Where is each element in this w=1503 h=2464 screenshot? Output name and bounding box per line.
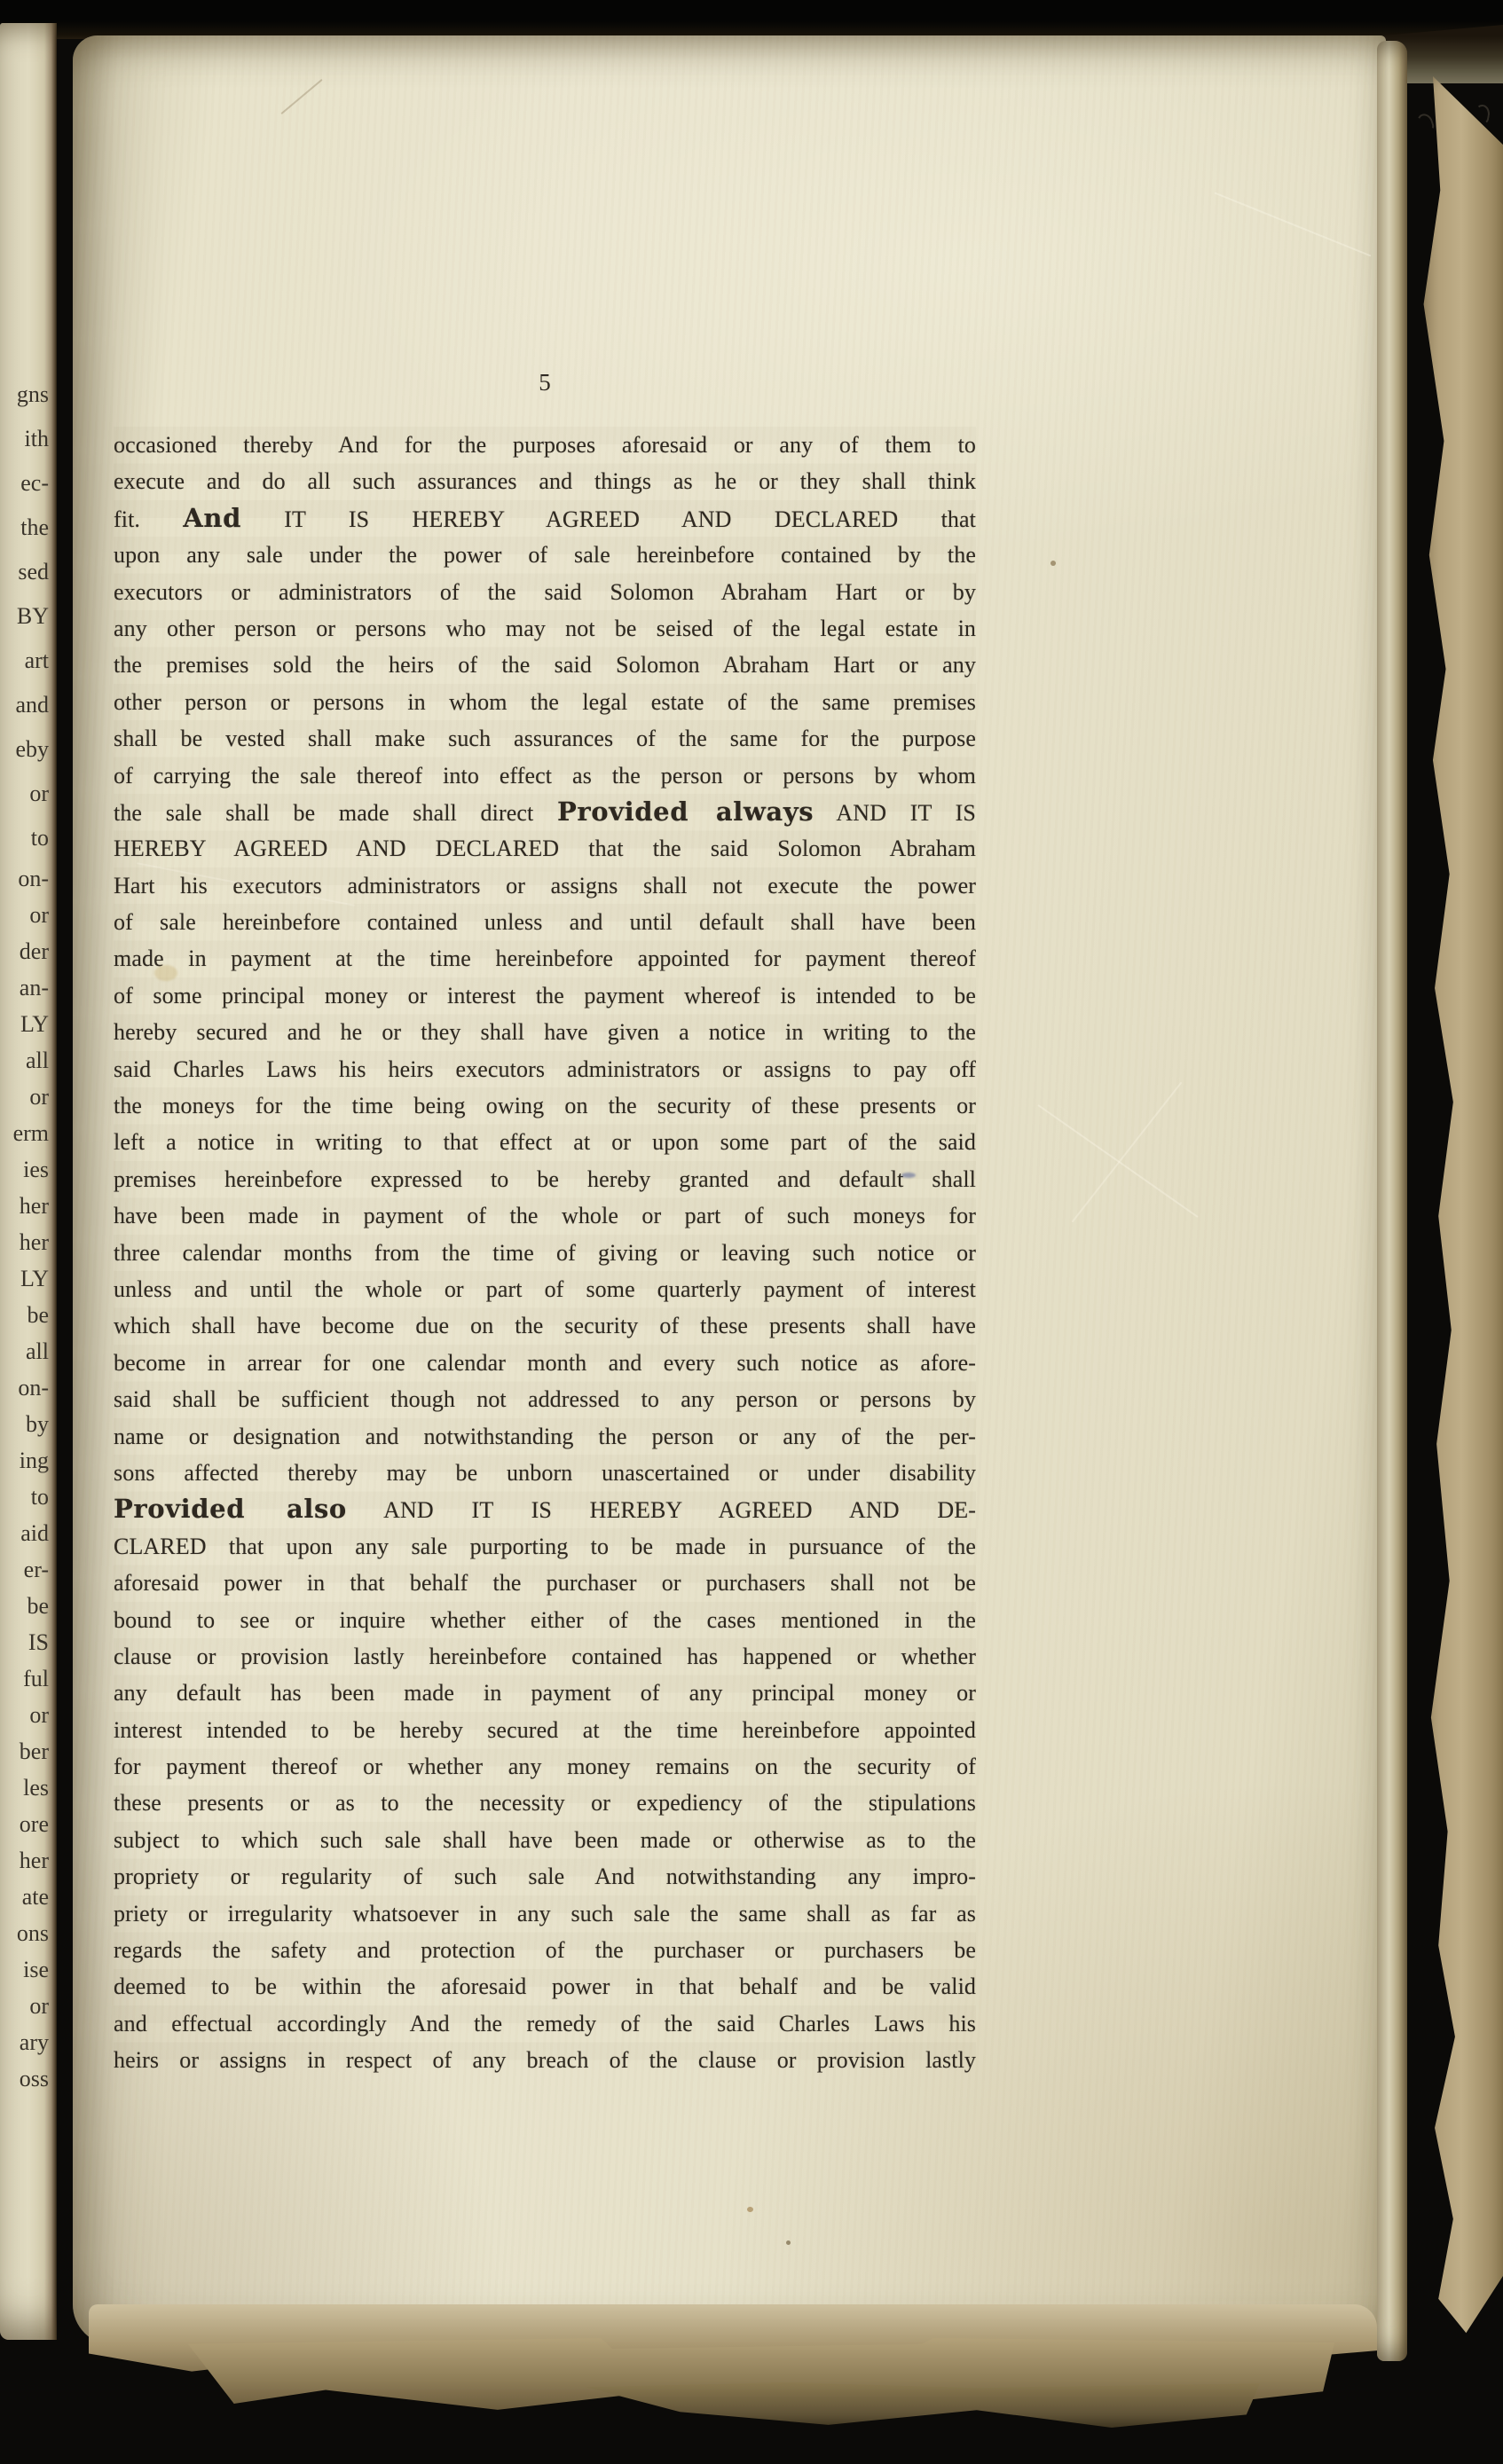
text-segment: propriety or regularity of such sale And notwithstanding any impro- xyxy=(114,1864,976,1890)
margin-fragment: her xyxy=(19,1848,49,1873)
margin-fragment: BY xyxy=(16,603,49,629)
text-line xyxy=(114,1822,976,1858)
text-line xyxy=(114,1491,976,1527)
text-line xyxy=(114,1858,976,1895)
text-line xyxy=(114,610,976,647)
pencil-mark xyxy=(1473,104,1491,125)
text-line xyxy=(114,1345,976,1381)
text-segment: aforesaid power in that behalf the purchaser or purchasers shall not be xyxy=(114,1570,976,1597)
text-segment: the moneys for the time being owing on the security of these presents or xyxy=(114,1093,976,1119)
text-segment: hereby secured and he or they shall have given a notice in writing to the xyxy=(114,1019,976,1046)
text-line xyxy=(114,427,976,463)
text-segment: of carrying the sale thereof into effect as the person or persons by whom xyxy=(114,762,976,789)
text-segment: any other person or persons who may not be seised of the legal estate in xyxy=(114,615,976,641)
margin-fragment: les xyxy=(23,1775,49,1801)
text-line xyxy=(114,1455,976,1491)
text-line xyxy=(114,1785,976,1821)
text-segment: become in arrear for one calendar month and every such notice as afore- xyxy=(114,1349,976,1376)
text-segment: executors or administrators of the said Solomon Abraham Hart or by xyxy=(114,578,976,605)
blackletter-word: Provided also xyxy=(114,1494,347,1525)
text-line xyxy=(114,2042,976,2078)
blackletter-word: And xyxy=(183,502,241,533)
margin-fragment: be xyxy=(27,1593,49,1619)
text-line xyxy=(114,1418,976,1455)
margin-fragment: the xyxy=(20,514,49,540)
margin-fragment: oss xyxy=(19,2066,49,2091)
text-segment: unless and until the whole or part of some quarterly payment of interest xyxy=(114,1275,976,1302)
text-segment: regards the safety and protection of the purchaser or purchasers be xyxy=(114,1937,976,1964)
margin-fragment: all xyxy=(26,1338,49,1364)
text-segment: Hart his executors administrators or assigns shall not execute the power xyxy=(114,872,976,898)
book-page xyxy=(73,35,1386,2345)
text-segment: deemed to be within the aforesaid power in that behalf and be valid xyxy=(114,1974,976,2000)
text-segment: AND IT IS HEREBY AGREED AND DE- xyxy=(346,1497,976,1524)
text-segment: and effectual accordingly And the remedy of the said Charles Laws his xyxy=(114,2010,976,2036)
margin-fragment: on- xyxy=(18,866,49,891)
text-line xyxy=(114,1602,976,1638)
text-segment: name or designation and notwithstanding the person or any of the per- xyxy=(114,1423,976,1449)
margin-fragment: ber xyxy=(19,1738,49,1764)
margin-fragment: der xyxy=(19,938,49,964)
scratch-mark xyxy=(1215,192,1372,256)
margin-fragment: ith xyxy=(24,426,49,451)
margin-fragment: all xyxy=(26,1048,49,1073)
text-segment: priety or irregularity whatsoever in any such sale the same shall as far as xyxy=(114,1900,976,1926)
text-line xyxy=(114,1087,976,1124)
text-line xyxy=(114,1051,976,1087)
text-segment: HEREBY AGREED AND DECLARED that the said Solomon Abraham xyxy=(114,836,976,862)
margin-fragment: ore xyxy=(19,1811,49,1837)
margin-fragment: or xyxy=(29,902,49,928)
text-segment: left a notice in writing to that effect at or upon some part of the said xyxy=(114,1129,976,1156)
text-segment: other person or persons in whom the legal estate of the same premises xyxy=(114,688,976,715)
pencil-mark xyxy=(1415,112,1436,134)
margin-fragment: ise xyxy=(23,1957,49,1982)
page-fore-edge xyxy=(1377,41,1407,2361)
margin-fragment: ing xyxy=(19,1448,49,1473)
text-line xyxy=(114,1307,976,1344)
margin-fragment: IS xyxy=(28,1629,49,1655)
margin-fragment: LY xyxy=(20,1266,49,1291)
text-line xyxy=(114,720,976,757)
ink-smudge-blue xyxy=(901,1173,916,1178)
text-line xyxy=(114,1895,976,1932)
text-line xyxy=(114,1968,976,2005)
margin-fragment: ate xyxy=(21,1884,49,1910)
text-line xyxy=(114,1014,976,1050)
text-segment: upon any sale under the power of sale hereinbefore contained by the xyxy=(114,542,976,569)
text-line xyxy=(114,1124,976,1160)
text-segment: AND IT IS xyxy=(814,799,976,826)
text-line xyxy=(114,867,976,904)
foxing-speck xyxy=(786,2240,791,2245)
scratch-mark xyxy=(280,79,322,114)
text-line xyxy=(114,1528,976,1565)
text-line xyxy=(114,1712,976,1748)
margin-fragment: her xyxy=(19,1229,49,1255)
text-segment: shall be vested shall make such assurances of the same for the purpose xyxy=(114,726,976,752)
text-line xyxy=(114,500,976,537)
text-segment: have been made in payment of the whole or part of such moneys for xyxy=(114,1203,976,1229)
scratch-mark xyxy=(1072,1082,1183,1223)
text-line xyxy=(114,940,976,977)
text-segment: fit. xyxy=(114,506,184,532)
text-segment: interest intended to be hereby secured at the time hereinbefore appointed xyxy=(114,1716,976,1743)
text-line xyxy=(114,684,976,720)
text-line xyxy=(114,463,976,499)
text-line xyxy=(114,757,976,794)
text-segment: IT IS HEREBY AGREED AND DECLARED that xyxy=(240,506,976,532)
margin-fragment: ful xyxy=(23,1666,49,1691)
text-line xyxy=(114,1271,976,1307)
text-segment: any default has been made in payment of any principal money or xyxy=(114,1680,976,1707)
margin-fragments-column xyxy=(3,373,49,2097)
margin-fragment: eby xyxy=(15,736,49,762)
margin-fragment: to xyxy=(30,1484,49,1510)
margin-fragment: LY xyxy=(20,1011,49,1037)
foxing-speck xyxy=(747,2207,753,2212)
text-line xyxy=(114,1675,976,1711)
text-segment: the sale shall be made shall direct xyxy=(114,799,557,826)
margin-fragment: and xyxy=(15,692,49,718)
text-line xyxy=(114,1381,976,1417)
margin-fragment: her xyxy=(19,1193,49,1219)
ink-speck xyxy=(1051,561,1056,566)
text-segment: clause or provision lastly hereinbefore contained has happened or whether xyxy=(114,1643,976,1669)
margin-fragment: to xyxy=(30,825,49,851)
margin-fragment: ons xyxy=(16,1920,49,1946)
text-line xyxy=(114,647,976,683)
text-line xyxy=(114,1161,976,1197)
margin-fragment: by xyxy=(26,1411,49,1437)
legal-text-block xyxy=(114,427,976,2079)
margin-fragment: or xyxy=(29,1993,49,2019)
blackletter-word: Provided always xyxy=(557,796,814,827)
text-segment: execute and do all such assurances and things as he or they shall think xyxy=(114,468,976,495)
text-segment: said shall be sufficient though not addressed to any person or persons by xyxy=(114,1386,976,1413)
text-segment: said Charles Laws his heirs executors administrators or assigns to pay off xyxy=(114,1055,976,1082)
margin-fragment: on- xyxy=(18,1375,49,1401)
text-segment: of sale hereinbefore contained unless and until default shall have been xyxy=(114,909,976,936)
text-segment: occasioned thereby And for the purposes aforesaid or any of them to xyxy=(114,432,976,458)
text-line xyxy=(114,1235,976,1271)
text-line xyxy=(114,1565,976,1601)
margin-fragment: an- xyxy=(19,975,49,1001)
text-segment: the premises sold the heirs of the said Solomon Abraham Hart or any xyxy=(114,652,976,679)
margin-fragment: erm xyxy=(12,1120,49,1146)
text-segment: sons affected thereby may be unborn unascertained or under disability xyxy=(114,1459,976,1486)
text-segment: three calendar months from the time of giving or leaving such notice or xyxy=(114,1239,976,1266)
text-segment: CLARED that upon any sale purporting to be made in pursuance of the xyxy=(114,1533,976,1559)
text-line xyxy=(114,574,976,610)
text-segment: subject to which such sale shall have been made or otherwise as to the xyxy=(114,1826,976,1853)
underlying-page-tattered-edge xyxy=(1411,76,1503,2356)
margin-fragment: gns xyxy=(16,381,49,407)
text-line xyxy=(114,1197,976,1234)
margin-fragment: ies xyxy=(23,1157,49,1182)
text-line xyxy=(114,904,976,940)
text-line xyxy=(114,537,976,573)
bottom-edge-band xyxy=(586,2382,1260,2429)
text-segment: these presents or as to the necessity or expediency of the stipulations xyxy=(114,1790,976,1817)
margin-fragment: or xyxy=(29,1702,49,1728)
facing-page-strip xyxy=(0,23,57,2340)
margin-fragment: art xyxy=(24,647,49,673)
text-segment: premises hereinbefore expressed to be hereby granted and default shall xyxy=(114,1165,976,1192)
text-segment: heirs or assigns in respect of any breach of the clause or provision lastly xyxy=(114,2047,976,2074)
text-segment: bound to see or inquire whether either of the cases mentioned in the xyxy=(114,1606,976,1633)
text-line xyxy=(114,830,976,867)
text-line xyxy=(114,1748,976,1785)
paper-stain xyxy=(154,965,177,981)
margin-fragment: er- xyxy=(23,1557,49,1582)
text-segment: for payment thereof or whether any money remains on the security of xyxy=(114,1754,976,1780)
margin-fragment: be xyxy=(27,1302,49,1328)
margin-fragment: or xyxy=(29,1084,49,1110)
text-line xyxy=(114,1932,976,1968)
margin-fragment: ec- xyxy=(20,470,49,496)
page-number: 5 xyxy=(539,369,551,396)
text-segment: which shall have become due on the security of these presents shall have xyxy=(114,1313,976,1339)
text-line xyxy=(114,2005,976,2042)
text-segment: of some principal money or interest the payment whereof is intended to be xyxy=(114,982,976,1008)
margin-fragment: or xyxy=(29,781,49,806)
text-line xyxy=(114,794,976,830)
margin-fragment: ary xyxy=(19,2029,49,2055)
text-segment: made in payment at the time hereinbefore appointed for payment thereof xyxy=(114,946,976,972)
text-line xyxy=(114,977,976,1014)
book-top-edge-shadow xyxy=(0,0,1503,39)
text-line xyxy=(114,1638,976,1675)
margin-fragment: aid xyxy=(20,1520,49,1546)
margin-fragment: sed xyxy=(18,559,49,585)
